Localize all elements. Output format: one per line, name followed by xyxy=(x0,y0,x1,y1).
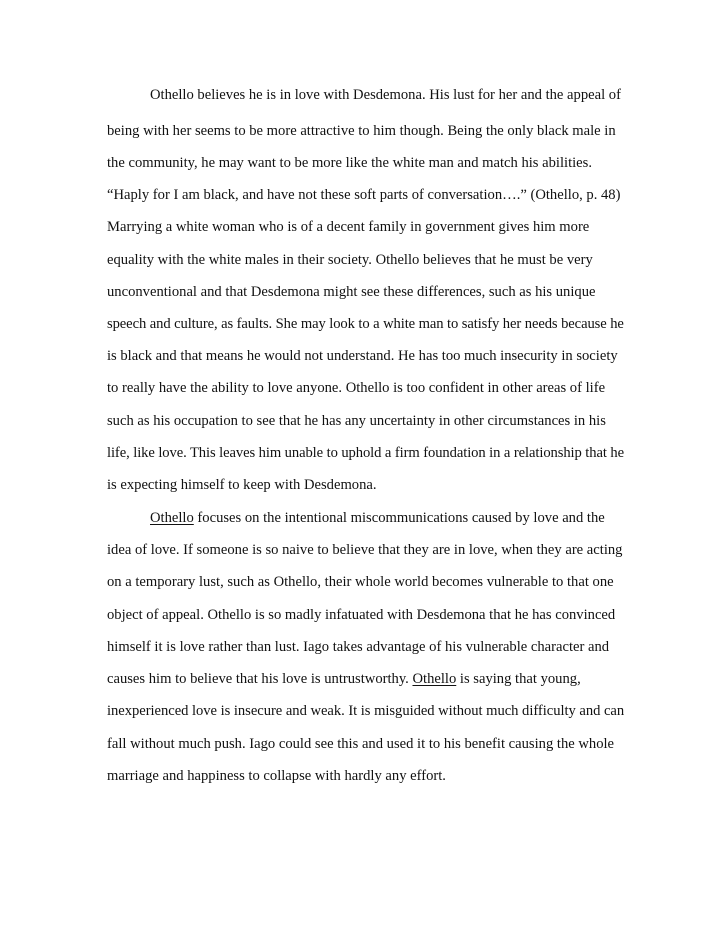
paragraph-1-line-11: such as his occupation to see that he has any uncertainty in other circumstances in his xyxy=(107,413,606,429)
paragraph-1-line-4-quote: “Haply for I am black, and have not these soft parts of conversation….” (Othello, p. 48) xyxy=(107,187,621,203)
paragraph-2-line-9: marriage and happiness to collapse with hardly any effort. xyxy=(107,768,446,784)
paragraph-1-line-1: Othello believes he is in love with Desdemona. His lust for her and the appeal of xyxy=(150,87,621,103)
paragraph-1-line-2: being with her seems to be more attractive to him though. Being the only black male in xyxy=(107,123,616,139)
paragraph-2-line-7: inexperienced love is insecure and weak. It is misguided without much difficulty and can xyxy=(107,703,625,719)
paragraph-2-line-6 xyxy=(107,670,581,688)
paragraph-2-line-6-before: causes him to believe that his love is untrustworthy. xyxy=(107,671,413,687)
paragraph-1-line-5: Marrying a white woman who is of a decent family in government gives him more xyxy=(107,219,590,235)
paragraph-2-line-5: himself it is love rather than lust. Iago takes advantage of his vulnerable character and xyxy=(107,639,610,655)
paragraph-1-line-6: equality with the white males in their society. Othello believes that he must be very xyxy=(107,252,593,268)
paragraph-1-line-12: life, like love. This leaves him unable to uphold a firm foundation in a relationship that he xyxy=(107,445,624,461)
paragraph-2-line-1-rest: focuses on the intentional miscommunications caused by love and the xyxy=(193,510,605,526)
paragraph-1-line-7: unconventional and that Desdemona might see these differences, such as his unique xyxy=(107,284,596,300)
paragraph-2-line-6-after: is saying that young, xyxy=(456,671,581,687)
paragraph-2-line-8: fall without much push. Iago could see this and used it to his benefit causing the whole xyxy=(107,736,615,752)
paragraph-1-line-10: to really have the ability to love anyone. Othello is too confident in other areas of life xyxy=(107,380,606,396)
paragraph-2-line-1 xyxy=(150,509,605,527)
paragraph-2-line-3: on a temporary lust, such as Othello, their whole world becomes vulnerable to that one xyxy=(107,574,614,590)
paragraph-2-line-2: idea of love. If someone is so naive to believe that they are in love, when they are acting xyxy=(107,542,623,558)
title-othello-underlined-2: Othello xyxy=(412,671,457,687)
title-othello-underlined: Othello xyxy=(150,510,194,526)
paragraph-1-line-13: is expecting himself to keep with Desdemona. xyxy=(107,477,377,493)
paragraph-1-line-9: is black and that means he would not understand. He has too much insecurity in society xyxy=(107,348,618,364)
paragraph-1-line-3: the community, he may want to be more like the white man and match his abilities. xyxy=(107,155,592,171)
paragraph-1-line-8: speech and culture, as faults. She may look to a white man to satisfy her needs because he xyxy=(107,316,624,332)
paragraph-2-line-4: object of appeal. Othello is so madly infatuated with Desdemona that he has convinced xyxy=(107,607,616,623)
